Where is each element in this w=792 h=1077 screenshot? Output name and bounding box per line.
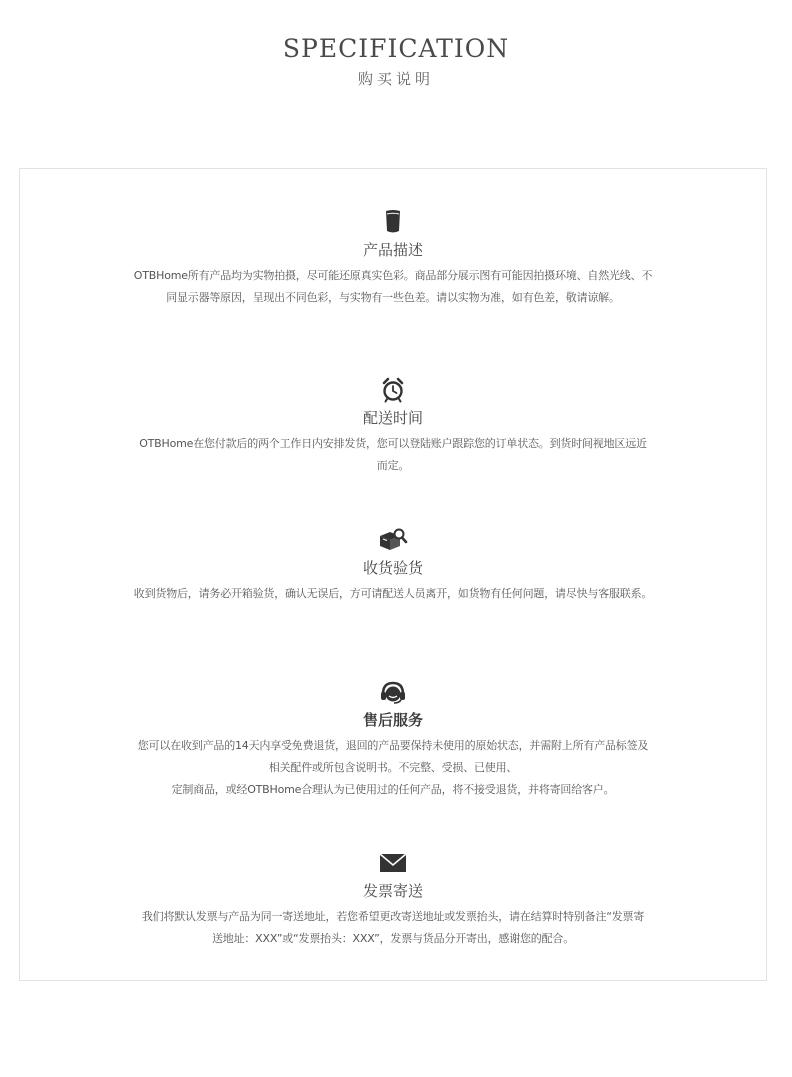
text-line: 送地址：XXX”或“发票抬头：XXX”，发票与货品分开寄出，感谢您的配合。: [211, 932, 575, 945]
cup-icon: [377, 209, 409, 235]
section-title: 产品描述: [362, 241, 423, 259]
text-line: 同显示器等原因，呈现出不同色彩，与实物有一些色差。请以实物为准，如有色差，敬请谅解。: [166, 291, 620, 304]
envelope-icon: [377, 850, 409, 876]
section-title: 收货验货: [362, 559, 423, 577]
text-line: 您可以在收到产品的14天内享受免费退货，退回的产品要保持未使用的原始状态，并需附上所有产品标签及: [137, 739, 649, 752]
specification-panel: [19, 168, 767, 981]
text-line: 定制商品，或经OTBHome合理认为已使用过的任何产品，将不接受退货，并将寄回给客户。: [171, 783, 615, 796]
text-line: 我们将默认发票与产品为同一寄送地址，若您希望更改寄送地址或发票抬头，请在结算时特别备注“发票寄: [141, 910, 645, 923]
page-title: SPECIFICATION: [282, 34, 510, 63]
text-line: 收到货物后，请务必开箱验货，确认无误后，方可请配送人员离开，如货物有任何问题，请尽快与客服联系。: [133, 587, 653, 600]
section-invoice-delivery: [20, 850, 766, 950]
text-line: OTBHome在您付款后的两个工作日内安排发货，您可以登陆账户跟踪您的订单状态。到货时间视地区远近: [139, 437, 647, 450]
text-line: 而定。: [376, 459, 410, 472]
text-line: 相关配件或所包含说明书。不完整、受损、已使用、: [268, 761, 518, 774]
section-after-sales: [20, 679, 766, 801]
section-text: [110, 906, 676, 950]
section-title: 配送时间: [362, 409, 423, 427]
section-text: [110, 265, 676, 309]
alarm-clock-icon: [377, 377, 409, 403]
page-header: [0, 34, 792, 90]
box-inspect-icon: [377, 527, 409, 553]
section-receipt-inspection: [20, 527, 766, 605]
text-line: OTBHome所有产品均为实物拍摄，尽可能还原真实色彩。商品部分展示图有可能因拍摄环境、自然光线、不: [133, 269, 653, 282]
section-title: 发票寄送: [362, 882, 423, 900]
headset-icon: [377, 679, 409, 705]
section-text: [108, 583, 678, 605]
page-subtitle: 购买说明: [357, 70, 434, 88]
section-delivery-time: [20, 377, 766, 477]
section-product-description: [20, 209, 766, 309]
section-title: 售后服务: [362, 711, 423, 729]
section-text: [110, 735, 676, 801]
section-text: [110, 433, 676, 477]
